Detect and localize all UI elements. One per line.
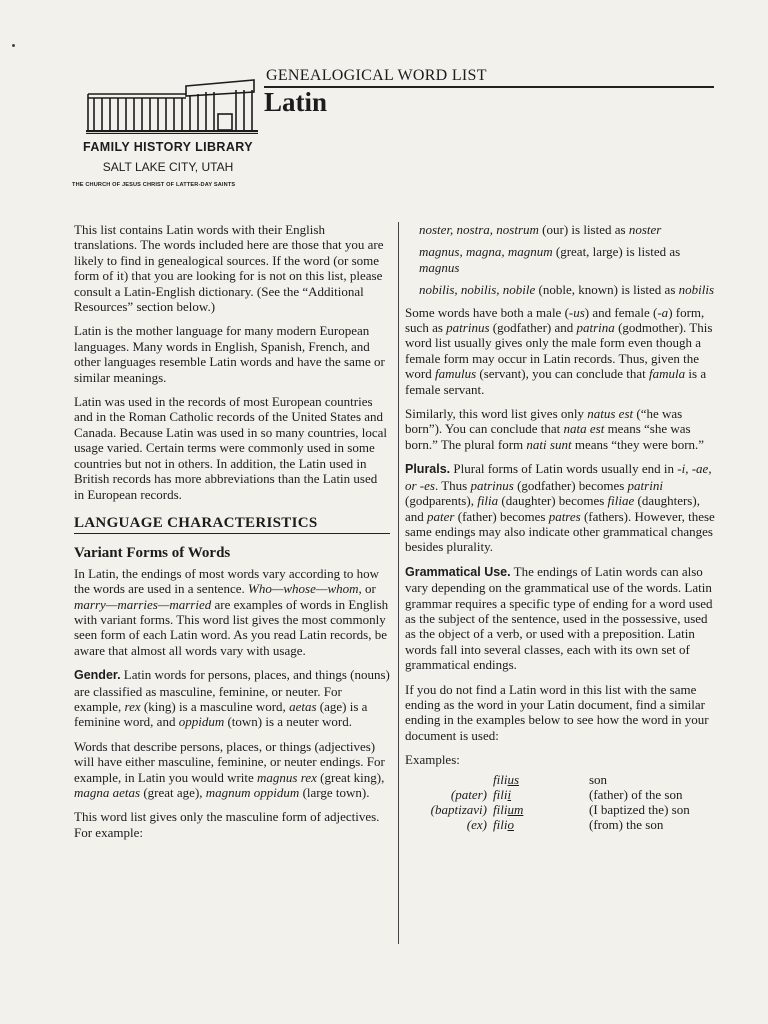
library-building-logo: [86, 76, 258, 134]
if-not-found-paragraph: If you do not find a Latin word in this list with the same ending as the word in your Latin document, find a similar ending in the examples below to see how the word in your document is used:: [405, 681, 709, 743]
plurals-paragraph: Plurals. Plural forms of Latin words usually end in -i, -ae, or -es. Thus patrinus (godfather) becomes patrini (godparents), filia (daughter) becomes filiae (daughters), and pater (father) becomes patres (fathers). However, these same endings may also indicate other grammatical changes besides plurality.: [405, 461, 715, 555]
intro-paragraph: This list contains Latin words with their English translations. The words included here are those that you are likely to find in genealogical sources. If the word (or some form of it) that you are looking for is not on this list, please consult a Latin-English dictionary. (See the “Additional Resources” section below.): [74, 222, 384, 315]
example-row: (pater) filii (father) of the son: [450, 786, 683, 802]
example-row: (baptizavi) filium (I baptized the) son: [430, 802, 690, 817]
adjective-example-noster: noster, nostra, nostrum (our) is listed as noster: [419, 222, 662, 237]
example-row: filius son: [493, 771, 608, 787]
grammatical-use-label: Grammatical Use.: [405, 564, 511, 579]
scan-mark: [12, 44, 15, 47]
library-block: [80, 140, 256, 174]
male-female-paragraph: Some words have both a male (-us) and female (-a) form, such as patrinus (godfather) and patrina (godmother). This word list usually gives only the male form even though a female form may occur in Latin records. Thus, given the word famulus (servant), you can conclude that famula is a female servant.: [405, 304, 713, 397]
grammatical-use-paragraph: Grammatical Use. The endings of Latin words can also vary depending on the grammatical use of the words. Latin grammar requires a specific type of ending for a word used as the subject of the sentence, used in the possessive, used as the object of a verb, or used with a preposition. Latin words fall into several classes, each with its own set of grammatical endings.: [405, 563, 713, 673]
section-heading: LANGUAGE CHARACTERISTICS: [74, 516, 390, 534]
examples-table: [405, 772, 690, 833]
left-column: [74, 222, 390, 849]
subheading-variant-forms: Variant Forms of Words: [74, 545, 231, 562]
church-name: THE CHURCH OF JESUS CHRIST OF LATTER-DAY SAINTS: [72, 182, 236, 188]
mother-language-paragraph: Latin is the mother language for many modern European languages. Many words in English, Spanish, French, and other languages resemble Latin words and have the same or similar meanings.: [74, 323, 385, 385]
examples-label: Examples:: [405, 752, 460, 768]
column-divider: [398, 222, 399, 944]
library-location: SALT LAKE CITY, UTAH: [102, 160, 234, 174]
language-title: Latin: [264, 87, 328, 117]
variant-forms-paragraph: In Latin, the endings of most words vary according to how the words are used in a sentence. Who—whose—whom, or marry—marries—married are examples of words in English with variant forms. This word list gives the most commonly seen form of each Latin word. As you read Latin records, be aware that almost all words vary with usage.: [74, 565, 389, 658]
series-title: GENEALOGICAL WORD LIST: [266, 67, 487, 84]
header-rule: [264, 86, 714, 88]
library-name: FAMILY HISTORY LIBRARY: [83, 140, 253, 154]
adjectives-paragraph: Words that describe persons, places, or things (adjectives) will have either masculine, feminine, or neuter endings. For example, in Latin you would write magnus rex (great king), magna aetas (great age), magnum oppidum (large town).: [74, 738, 385, 800]
adjective-example-magnus: magnus, magna, magnum (great, large) is listed as magnus: [419, 244, 681, 275]
adjective-example-nobilis: nobilis, nobilis, nobile (noble, known) is listed as nobilis: [419, 282, 715, 298]
right-column: [405, 222, 720, 832]
similarly-paragraph: Similarly, this word list gives only natus est (“he was born”). You can conclude that nata est means “she was born.” The plural form nati sunt means “they were born.”: [405, 406, 705, 452]
gender-label: Gender.: [74, 668, 121, 683]
masculine-only-paragraph: This word list gives only the masculine form of adjectives. For example:: [74, 809, 380, 840]
gender-paragraph: Gender. Latin words for persons, places, and things (nouns) are classified as masculine, feminine, or neuter. For example, rex (king) is a masculine word, aetas (age) is a feminine word, and oppidum (town) is a neuter word.: [74, 667, 390, 730]
example-row: (ex) filio (from) the son: [466, 817, 664, 833]
plurals-label: Plurals.: [405, 462, 451, 477]
usage-paragraph: Latin was used in the records of most European countries and in the Roman Catholic records of the United States and Canada. Because Latin was used in so many countries, local usage varied. Certain terms were commonly used in some countries but not in others. In addition, the Latin used in British records has more abbreviations than the Latin used in European records.: [74, 394, 387, 502]
